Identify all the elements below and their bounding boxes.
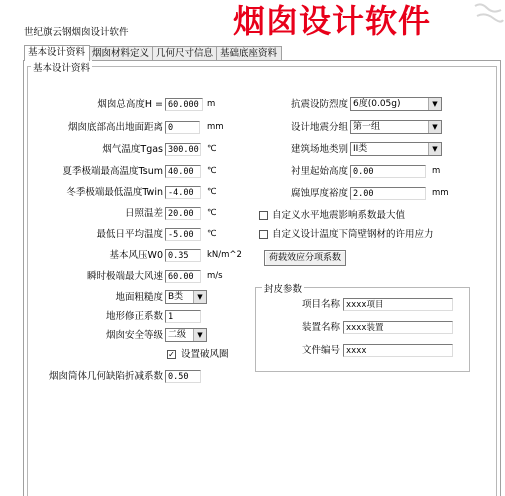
device-name-label: 装置名称	[301, 322, 340, 333]
corrosion-label: 腐蚀厚度裕度	[290, 188, 348, 199]
roughness-select[interactable]	[165, 290, 207, 304]
chevron-down-icon[interactable]: ▼	[428, 121, 441, 133]
doc-no-label: 文件编号	[301, 345, 340, 356]
daily-diff-label: 日照温差	[124, 208, 163, 219]
lining-start-input[interactable]: 0.00	[350, 165, 426, 178]
project-name-label: 项目名称	[301, 299, 340, 310]
project-name-input[interactable]: xxxx项目	[343, 298, 453, 311]
roughness-value: B类	[168, 292, 184, 302]
site-class-label: 建筑场地类别	[290, 144, 348, 155]
tsum-input[interactable]: 40.00	[165, 165, 201, 178]
twin-label: 冬季极端最低温度Twin	[66, 187, 163, 198]
eq-group-value: 第一组	[353, 122, 381, 132]
bottom-unit: mm	[207, 122, 224, 132]
wind-w0-input[interactable]: 0.35	[165, 249, 201, 262]
intensity-label: 抗震设防烈度	[290, 99, 348, 110]
max-wind-input[interactable]: 60.00	[165, 270, 201, 283]
terrain-factor-label: 地形修正系数	[105, 311, 163, 322]
min-daily-label: 最低日平均温度	[96, 229, 163, 240]
wind-w0-unit: kN/m^2	[207, 250, 242, 260]
cover-params-label: 封皮参数	[262, 281, 304, 295]
roughness-label: 地面粗糙度	[115, 292, 163, 303]
max-wind-unit: m/s	[207, 271, 223, 281]
tsum-label: 夏季极端最高温度Tsum	[62, 166, 163, 177]
daily-diff-input[interactable]: 20.00	[165, 207, 201, 220]
chevron-down-icon[interactable]: ▼	[428, 143, 441, 155]
safety-grade-label: 烟囱安全等级	[105, 330, 163, 341]
twin-unit: ℃	[207, 187, 217, 197]
chevron-down-icon[interactable]: ▼	[193, 291, 206, 303]
eq-group-select[interactable]	[350, 120, 442, 134]
bottom-label: 烟囱底部高出地面距离	[67, 122, 163, 133]
safety-grade-value: 二级	[168, 330, 187, 340]
device-name-input[interactable]: xxxx装置	[343, 321, 453, 334]
max-wind-label: 瞬时极端最大风速	[86, 271, 163, 282]
groupbox-label: 基本设计资料	[31, 60, 92, 74]
min-daily-input[interactable]: -5.00	[165, 228, 201, 241]
window-title: 世纪旗云钢烟囱设计软件	[24, 27, 129, 38]
tsum-unit: ℃	[207, 166, 217, 176]
intensity-select[interactable]	[350, 97, 442, 111]
custom-wind-checkbox[interactable]	[259, 211, 268, 220]
tgas-unit: ℃	[207, 144, 217, 154]
lining-start-unit: m	[432, 166, 441, 176]
banner-title: 烟囱设计软件	[233, 2, 432, 40]
wind-w0-label: 基本风压W0	[109, 250, 163, 261]
twin-input[interactable]: -4.00	[165, 186, 201, 199]
corrosion-input[interactable]: 2.00	[350, 187, 426, 200]
tab-foundation[interactable]: 基础底座资料	[216, 46, 282, 61]
defect-factor-input[interactable]: 0.50	[165, 370, 201, 383]
safety-grade-select[interactable]	[165, 328, 207, 342]
intensity-value: 6度(0.05g)	[353, 99, 401, 109]
doc-no-input[interactable]: xxxx	[343, 344, 453, 357]
tab-material[interactable]: 烟囱材料定义	[88, 46, 154, 61]
breaking-ring-label: 设置破风圈	[181, 349, 229, 360]
height-input[interactable]: 60.000	[165, 98, 203, 111]
terrain-factor-input[interactable]: 1	[165, 310, 201, 323]
corrosion-unit: mm	[432, 188, 449, 198]
height-label: 烟囱总高度H =	[97, 99, 163, 110]
bottom-input[interactable]: 0	[165, 121, 200, 134]
tab-geometry[interactable]: 几何尺寸信息	[152, 46, 218, 61]
site-class-value: II类	[353, 144, 368, 154]
chevron-down-icon[interactable]: ▼	[193, 329, 206, 341]
height-unit: m	[207, 99, 216, 109]
load-factor-button[interactable]: 荷载效应分项系数	[264, 250, 346, 266]
defect-factor-label: 烟囱筒体几何缺陷折减系数	[48, 371, 163, 382]
eq-group-label: 设计地震分组	[290, 122, 348, 133]
tab-basic-design[interactable]: 基本设计资料	[24, 45, 90, 61]
tgas-label: 烟气温度Tgas	[102, 144, 163, 155]
custom-stress-checkbox[interactable]	[259, 230, 268, 239]
custom-wind-label: 自定义水平地震影响系数最大值	[272, 210, 406, 221]
daily-diff-unit: ℃	[207, 208, 217, 218]
custom-stress-label: 自定义设计温度下筒壁钢材的许用应力	[272, 229, 434, 240]
chevron-down-icon[interactable]: ▼	[428, 98, 441, 110]
lining-start-label: 衬里起始高度	[290, 166, 348, 177]
site-class-select[interactable]	[350, 142, 442, 156]
tgas-input[interactable]: 300.00	[165, 143, 201, 156]
min-daily-unit: ℃	[207, 229, 217, 239]
watermark-icon	[471, 0, 505, 26]
breaking-ring-checkbox[interactable]: ✓	[168, 350, 175, 359]
